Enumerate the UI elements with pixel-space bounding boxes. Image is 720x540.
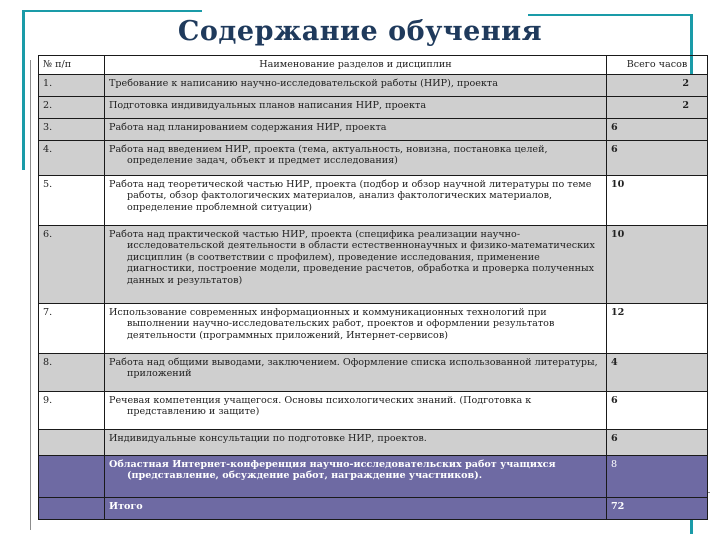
row-num xyxy=(39,497,105,519)
row-text xyxy=(105,429,607,455)
table-header-row xyxy=(39,56,708,75)
curriculum-table xyxy=(38,55,708,520)
row-text-content: Использование современных информационных и коммуникационных технологий при выполнении научно-исследовательских работ, проектов и оформлении результатов деятельности (программных приложений, Интернет-сервисов) xyxy=(109,306,555,341)
row-hours: 2 xyxy=(607,74,708,96)
top-accent-line xyxy=(22,10,202,12)
row-hours: 4 xyxy=(607,353,708,391)
row-text-content: Требование к написанию научно-исследовательской работы (НИР), проекта xyxy=(109,77,498,89)
table-row xyxy=(39,429,708,455)
row-text-content: Речевая компетенция учащегося. Основы психологических знаний. (Подготовка к представлению и защите) xyxy=(109,394,532,417)
conference-hours: 8 xyxy=(607,455,708,497)
row-num: 9. xyxy=(39,391,105,429)
page-title: Содержание обучения xyxy=(177,16,543,47)
row-text xyxy=(105,175,607,225)
row-num: 7. xyxy=(39,303,105,353)
table-row xyxy=(39,303,708,353)
row-num: 2. xyxy=(39,96,105,118)
row-hours: 6 xyxy=(607,429,708,455)
left-gray-line xyxy=(30,60,31,530)
row-num: 6. xyxy=(39,225,105,303)
total-hours: 72 xyxy=(607,497,708,519)
row-num xyxy=(39,455,105,497)
row-text-content: Индивидуальные консультации по подготовке НИР, проектов. xyxy=(109,432,427,444)
row-hours: 2 xyxy=(607,96,708,118)
row-text xyxy=(105,96,607,118)
row-text xyxy=(105,74,607,96)
row-num: 5. xyxy=(39,175,105,225)
row-text-content: Подготовка индивидуальных планов написания НИР, проекта xyxy=(109,99,427,111)
row-num: 8. xyxy=(39,353,105,391)
conference-text xyxy=(105,455,607,497)
row-hours: 10 xyxy=(607,175,708,225)
total-label: Итого xyxy=(105,497,607,519)
table-row xyxy=(39,140,708,175)
row-hours: 10 xyxy=(607,225,708,303)
row-hours: 6 xyxy=(607,140,708,175)
conference-row xyxy=(39,455,708,497)
header-hours: Всего часов xyxy=(607,56,708,75)
total-row xyxy=(39,497,708,519)
row-hours: 6 xyxy=(607,391,708,429)
table-row xyxy=(39,225,708,303)
table-row xyxy=(39,391,708,429)
row-num: 1. xyxy=(39,74,105,96)
row-hours: 6 xyxy=(607,118,708,140)
row-text xyxy=(105,353,607,391)
row-text-content: Работа над практической частью НИР, проекта (специфика реализации научно-исследовательской деятельности в области естественнонаучных и физико-математических дисциплин (в соответствии с профилем), проведение исследования, применение диагностики, построение модели, проведение расчетов, обработка и проверка полученных данных и результатов) xyxy=(109,228,595,286)
table-row xyxy=(39,74,708,96)
table-row xyxy=(39,175,708,225)
table-row xyxy=(39,353,708,391)
row-text-content: Работа над общими выводами, заключением. Оформление списка использованной литературы, приложений xyxy=(109,356,598,379)
row-text-content: Работа над введением НИР, проекта (тема, актуальность, новизна, постановка целей, определение задач, объект и предмет исследования) xyxy=(109,143,548,166)
header-num: № п/п xyxy=(39,56,105,75)
row-text xyxy=(105,303,607,353)
table-row xyxy=(39,118,708,140)
row-text xyxy=(105,118,607,140)
row-text-content: Работа над планированием содержания НИР, проекта xyxy=(109,121,387,133)
row-text xyxy=(105,391,607,429)
row-hours: 12 xyxy=(607,303,708,353)
table-row xyxy=(39,96,708,118)
row-num: 3. xyxy=(39,118,105,140)
row-num xyxy=(39,429,105,455)
header-name: Наименование разделов и дисциплин xyxy=(105,56,607,75)
row-text xyxy=(105,225,607,303)
conference-text-content: Областная Интернет-конференция научно-исследовательских работ учащихся (представление, обсуждение работ, награждение участников). xyxy=(109,458,556,481)
row-text xyxy=(105,140,607,175)
row-text-content: Работа над теоретической частью НИР, проекта (подбор и обзор научной литературы по теме работы, обзор фактологических материалов, анализ фактологических материалов, определение проблемной ситуации) xyxy=(109,178,592,213)
row-num: 4. xyxy=(39,140,105,175)
